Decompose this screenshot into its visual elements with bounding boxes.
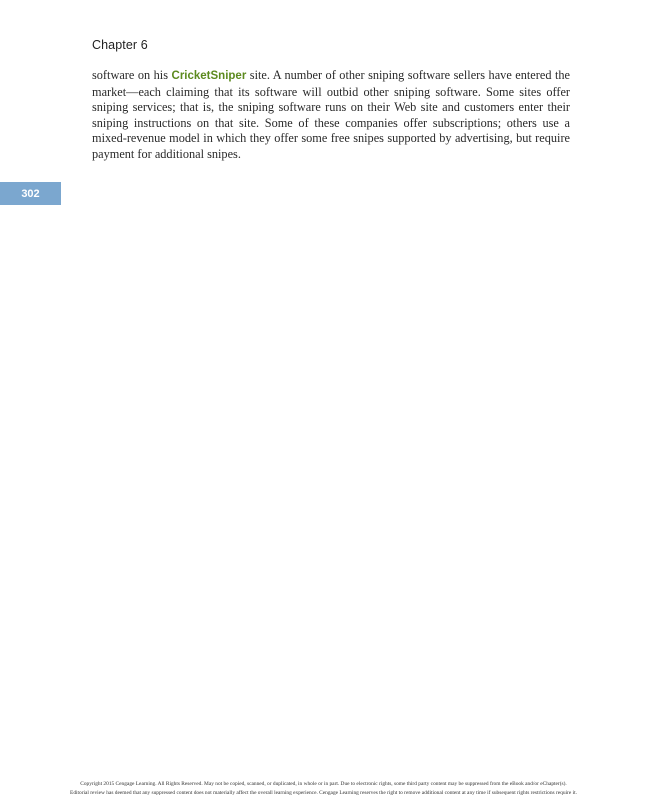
copyright-line-2: Editorial review has deemed that any suppressed content does not materially affect the overall learning experience. Cengage Learning reserves the right to remove additional content at any time if subsequent rights restrictions require it. [70, 790, 577, 796]
body-text-before-link: software on his [92, 68, 172, 82]
page-number-tab [0, 182, 61, 205]
chapter-heading: Chapter 6 [92, 38, 148, 52]
copyright-line-1: Copyright 2015 Cengage Learning. All Rights Reserved. May not be copied, scanned, or duplicated, in whole or in part. Due to electronic rights, some third party content may be suppressed from the eBook and/or eChapter(s). [80, 781, 567, 787]
copyright-notice [18, 780, 629, 798]
page-number: 302 [21, 187, 40, 200]
cricketsniper-link[interactable]: CricketSniper [171, 70, 247, 82]
body-paragraph [92, 68, 570, 163]
body-text-after-link: site. A number of other sniping software sellers have entered the market—each claiming that its software will outbid other sniping software. Some sites offer sniping services; that is, the sniping software runs on their Web site and customers enter their sniping instructions on that site. Some of these companies offer subscriptions; others use a mixed-revenue model in which they offer some free snipes supported by advertising, but require payment for additional snipes. [92, 68, 570, 161]
